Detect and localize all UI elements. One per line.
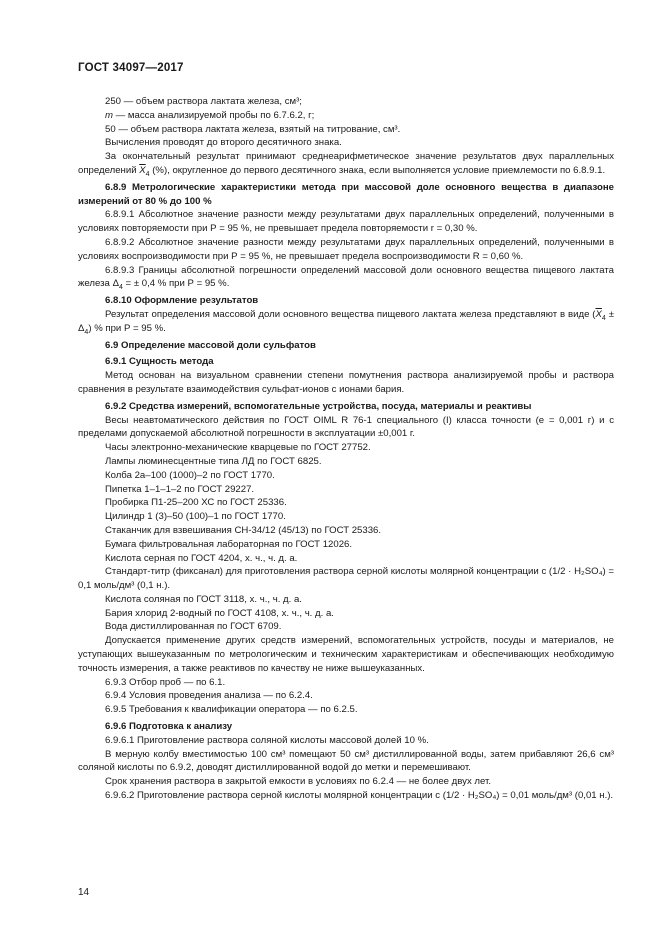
text-span: За окончательный результат принимают среднеарифметическое значение результатов двух параллельных определений: [78, 151, 614, 176]
list-item: Лампы люминесцентные типа ЛД по ГОСТ 6825.: [105, 455, 322, 467]
paragraph: 6.9.6.2 Приготовление раствора серной кислоты молярной концентрации с (1/2 · H₂SO₄) = 0,01 моль/дм³ (0,01 н.).: [105, 790, 614, 802]
subscript: 4: [145, 170, 150, 178]
list-item: Бумага фильтровальная лабораторная по ГОСТ 12026.: [105, 538, 353, 550]
page-number: 14: [78, 887, 90, 898]
list-item: Бария хлорид 2-водный по ГОСТ 4108, х. ч., ч. д. а.: [105, 607, 334, 619]
paragraph: [78, 150, 614, 178]
paragraph: Допускается применение других средств измерений, вспомогательных устройств, посуды и материалов, не уступающих вышеуказанным по метрологическим и техническим характеристикам и обеспечивающих необходимую точность измерения, а также реактивов по качеству не ниже вышеуказанных.: [78, 635, 614, 674]
text-line: 6.9.6.1 Приготовление раствора соляной кислоты массовой долей 10 %.: [105, 734, 429, 746]
subscript: 4: [84, 328, 89, 336]
subscript: 4: [601, 314, 606, 322]
text-span: ) % при Р = 95 %.: [88, 322, 166, 334]
text-line: 250 — объем раствора лактата железа, см³;: [105, 96, 302, 107]
text-line: 6.9.3 Отбор проб — по 6.1.: [105, 676, 226, 688]
list-item: Колба 2а–100 (1000)–2 по ГОСТ 1770.: [105, 469, 275, 481]
paragraph: 6.8.9.2 Абсолютное значение разности между результатами двух параллельных определений, полученными в условиях воспроизводимости при Р = 95 %, не превышает предела воспроизводимости R = 0,60 %.: [78, 236, 614, 262]
document-body: [78, 95, 614, 803]
text-span: ± Δ: [78, 308, 615, 334]
list-item: Пипетка 1–1–1–2 по ГОСТ 29227.: [105, 483, 255, 495]
paragraph: [78, 308, 614, 336]
var-x: $\overline{X}$: [139, 164, 146, 176]
section-heading: 6.8.10 Оформление результатов: [105, 295, 259, 307]
paragraph: [78, 264, 614, 292]
section-heading: 6.9.6 Подготовка к анализу: [105, 721, 233, 733]
text-line: 6.9.4 Условия проведения анализа — по 6.2.4.: [105, 690, 313, 702]
section-heading: 6.9.2 Средства измерений, вспомогательные устройства, посуда, материалы и реактивы: [105, 400, 532, 412]
list-item: Стаканчик для взвешивания СН-34/12 (45/13) по ГОСТ 25336.: [105, 524, 382, 536]
text-line: 6.9.5 Требования к квалификации оператора — по 6.2.5.: [105, 704, 358, 716]
var-x: $\overline{X}$: [595, 308, 602, 320]
delta-symbol: Δ: [112, 278, 119, 290]
paragraph: 6.8.9.1 Абсолютное значение разности между результатами двух параллельных определений, полученными в условиях повторяемости при Р = 95 %, не превышает предела повторяемости r = 0,30 %.: [78, 209, 614, 235]
list-item: Цилиндр 1 (3)–50 (100)–1 по ГОСТ 1770.: [105, 511, 286, 523]
list-item: Пробирка П1-25–200 ХС по ГОСТ 25336.: [105, 497, 287, 509]
text-span: Результат определения массовой доли основного вещества пищевого лактата железа представляют в виде (: [105, 308, 596, 320]
document-header: ГОСТ 34097—2017: [78, 62, 184, 74]
section-heading: 6.9.1 Сущность метода: [105, 356, 214, 368]
text-line: 50 — объем раствора лактата железа, взятый на титрование, см³.: [105, 123, 401, 135]
var-m: m: [105, 109, 113, 121]
text-span: 6.8.9.3 Границы абсолютной погрешности определений массовой доли основного вещества пищевого лактата железа: [78, 264, 614, 290]
section-heading: 6.8.9 Метрологические характеристики метода при массовой доле основного вещества в диапазоне измерений от 80 % до 100 %: [78, 181, 614, 207]
text-span: (%), округленное до первого десятичного знака, если выполняется условие приемлемости по 6.8.9.1.: [149, 164, 606, 176]
paragraph: Метод основан на визуальном сравнении степени помутнения раствора анализируемой пробы и раствора сравнения в результате взаимодействия сульфат-ионов с ионами бария.: [78, 370, 614, 395]
list-item: Часы электронно-механические кварцевые по ГОСТ 27752.: [105, 442, 371, 454]
text-line: Срок хранения раствора в закрытой емкости в условиях по 6.2.4 — не более двух лет.: [105, 776, 492, 788]
text-span: — масса анализируемой пробы по 6.7.6.2, г;: [113, 109, 315, 121]
text-line: Вычисления проводят до второго десятичного знака.: [105, 137, 342, 149]
list-item: Вода дистиллированная по ГОСТ 6709.: [105, 621, 282, 633]
list-item: Кислота серная по ГОСТ 4204, х. ч., ч. д. а.: [105, 552, 298, 564]
section-heading: 6.9 Определение массовой доли сульфатов: [105, 339, 316, 351]
subscript: 4: [118, 284, 123, 292]
list-item: Кислота соляная по ГОСТ 3118, х. ч., ч. д. а.: [105, 593, 302, 605]
text-line: [78, 109, 614, 123]
paragraph: Весы неавтоматического действия по ГОСТ OIML R 76-1 специального (I) класса точности (е = 0,001 г) и с пределами допускаемой абсолютной погрешности в эксплуатации ±0,001 г.: [78, 414, 614, 440]
paragraph: В мерную колбу вместимостью 100 см³ помещают 50 см³ дистиллированной воды, затем прибавляют 26,6 см³ соляной кислоты по 6.9.2, доводят дистиллированной водой до метки и перемешивают.: [78, 748, 614, 774]
text-span: = ± 0,4 % при Р = 95 %.: [122, 278, 230, 290]
list-item: Стандарт-титр (фиксанал) для приготовления раствора серной кислоты молярной концентрации с (1/2 · H₂SO₄) = 0,1 моль/дм³ (0,1 н.).: [78, 566, 614, 592]
